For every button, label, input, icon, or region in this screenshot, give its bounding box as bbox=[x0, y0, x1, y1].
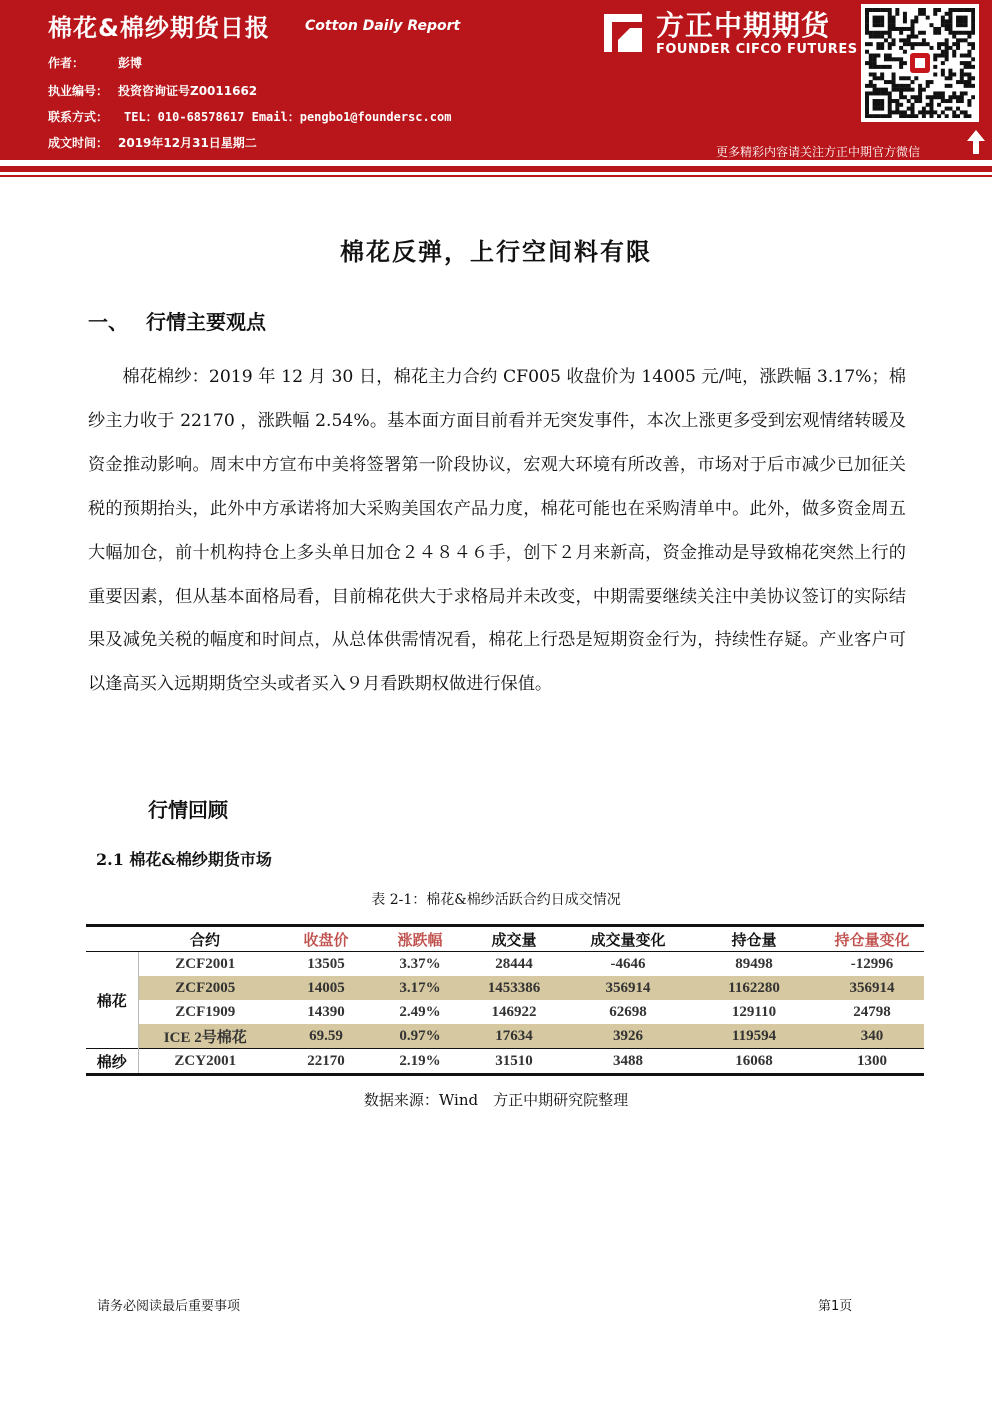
table-cell: ZCF2001 bbox=[175, 955, 236, 972]
table-caption: 表 2-1：棉花&棉纱活跃合约日成交情况 bbox=[371, 892, 621, 908]
table-cell: 89498 bbox=[735, 955, 773, 972]
table-group-label: 棉花 bbox=[86, 952, 138, 1049]
table-cell: 129110 bbox=[731, 1003, 777, 1020]
document-title: 棉花反弹，上行空间料有限 bbox=[340, 237, 652, 266]
table-row bbox=[86, 952, 924, 977]
table-cell: 356914 bbox=[568, 976, 688, 1000]
table-cell: 2.19% bbox=[380, 1049, 460, 1075]
table-cell: 31510 bbox=[460, 1049, 568, 1075]
logo-text-cn: 方正中期期货 bbox=[656, 9, 831, 42]
table-header-2: 收盘价 bbox=[272, 926, 380, 952]
table-cell: 356914 bbox=[820, 976, 924, 1000]
table-cell: 1300 bbox=[820, 1049, 924, 1075]
market-view-paragraph: 棉花棉纱：2019 年 12 月 30 日，棉花主力合约 CF005 收盘价为 14005 元/吨，涨跌幅 3.17%；棉纱主力收于 22170 ，涨跌幅 2.54%。基本面方面目前看并无突发事件，本次上涨更多受到宏观情绪转暖及资金推动影响。周末中方宣布中美将签署第一阶段协议，宏观大环境有所改善，市场对于后市减少已加征关税的预期抬头，此外中方承诺将加大采购美国农产品力度，棉花可能也在采购清单中。此外，做多资金周五大幅加仓，前十机构持仓上多头单日加仓２４８４６手，创下２月来新高，资金推动是导致棉花突然上行的重要因素，但从基本面格局看，目前棉花供大于求格局并未改变，中期需要继续关注中美协议签订的实际结果及减免关税的幅度和时间点，从总体供需情况看，棉花上行恐是短期资金行为，持续性存疑。产业客户可以逢高买入远期期货空头或者买入９月看跌期权做进行保值。 bbox=[88, 367, 906, 695]
table-cell: 3488 bbox=[568, 1049, 688, 1075]
table-cell: 3.37% bbox=[399, 955, 441, 972]
table-header-4: 成交量 bbox=[460, 926, 568, 952]
meta-license bbox=[48, 82, 257, 99]
table-cell: 17634 bbox=[460, 1024, 568, 1049]
meta-contact bbox=[48, 108, 451, 125]
table-header-5: 成交量变化 bbox=[568, 926, 688, 952]
author-name: 彭博 bbox=[118, 56, 143, 70]
table-row bbox=[86, 976, 924, 1000]
table-cell: 340 bbox=[820, 1024, 924, 1049]
table-cell: 22170 bbox=[272, 1049, 380, 1075]
footer-notice: 请务必阅读最后重要事项 bbox=[97, 1299, 241, 1314]
table-row bbox=[86, 1000, 924, 1024]
table-cell: 2.49% bbox=[399, 1003, 441, 1020]
table-header-group bbox=[86, 926, 138, 952]
table-cell: 3926 bbox=[568, 1024, 688, 1049]
table-cell: 28444 bbox=[495, 955, 533, 972]
table-cell: -12996 bbox=[850, 955, 894, 972]
table-cell: 146922 bbox=[491, 1003, 537, 1020]
table-cell: 1162280 bbox=[688, 976, 820, 1000]
table-group-label: 棉纱 bbox=[86, 1049, 138, 1075]
report-title-cn: 棉花&棉纱期货日报 bbox=[48, 14, 270, 42]
report-title-en: Cotton Daily Report bbox=[305, 18, 461, 34]
table-cell: 119594 bbox=[688, 1024, 820, 1049]
table-cell: 14005 bbox=[272, 976, 380, 1000]
table-header-1: 合约 bbox=[138, 926, 272, 952]
table-header-6: 持仓量 bbox=[688, 926, 820, 952]
table-cell: 62698 bbox=[609, 1003, 647, 1020]
table-cell: 24798 bbox=[853, 1003, 891, 1020]
header-divider-thick bbox=[0, 166, 992, 172]
report-date: 2019年12月31日星期二 bbox=[118, 136, 257, 150]
page-number: 第1页 bbox=[818, 1299, 853, 1314]
date-label: 成文时间： bbox=[48, 136, 109, 150]
futures-table bbox=[86, 924, 924, 1076]
table-header-row bbox=[86, 926, 924, 952]
header-banner bbox=[0, 0, 992, 160]
up-arrow-icon bbox=[966, 128, 986, 156]
license-label: 执业编号： bbox=[48, 84, 109, 98]
author-label: 作者： bbox=[48, 56, 85, 70]
contact-label: 联系方式： bbox=[48, 110, 109, 124]
table-header-3: 涨跌幅 bbox=[380, 926, 460, 952]
section-1-title: 行情主要观点 bbox=[146, 310, 266, 334]
table-cell: 14390 bbox=[307, 1003, 345, 1020]
section-2-1-heading: 2.1 棉花&棉纱期货市场 bbox=[96, 850, 272, 869]
table-cell: ZCF1909 bbox=[175, 1003, 236, 1020]
meta-author bbox=[48, 54, 142, 71]
header-divider-thin bbox=[0, 175, 992, 177]
table-cell: 1453386 bbox=[460, 976, 568, 1000]
data-source: 数据来源：Wind 方正中期研究院整理 bbox=[363, 1091, 629, 1109]
table-row bbox=[86, 1049, 924, 1075]
wechat-qr-code-icon bbox=[861, 4, 979, 122]
section-2-heading: 行情回顾 bbox=[148, 798, 228, 822]
table-row bbox=[86, 1024, 924, 1049]
table-cell: -4646 bbox=[610, 955, 646, 972]
follow-wechat-text: 更多精彩内容请关注方正中期官方微信 bbox=[716, 145, 921, 159]
founder-logo-icon bbox=[598, 8, 648, 58]
table-cell: ZCF2005 bbox=[138, 976, 272, 1000]
table-cell: 3.17% bbox=[380, 976, 460, 1000]
table-cell: 0.97% bbox=[380, 1024, 460, 1049]
table-cell: 13505 bbox=[307, 955, 345, 972]
table-header-7: 持仓量变化 bbox=[820, 926, 924, 952]
table-cell: ZCY2001 bbox=[138, 1049, 272, 1075]
table-cell: 16068 bbox=[688, 1049, 820, 1075]
license-number: 投资咨询证号Z0011662 bbox=[118, 84, 258, 98]
section-1-heading bbox=[88, 306, 266, 335]
logo-text-en: FOUNDER CIFCO FUTURES bbox=[656, 42, 858, 57]
table-cell: 69.59 bbox=[272, 1024, 380, 1049]
meta-date bbox=[48, 134, 257, 151]
table-cell: ICE 2号棉花 bbox=[138, 1024, 272, 1049]
contact-info: TEL：010-68578617 Email：pengbo1@foundersc.com bbox=[124, 110, 452, 124]
section-1-number: 一、 bbox=[88, 310, 128, 334]
